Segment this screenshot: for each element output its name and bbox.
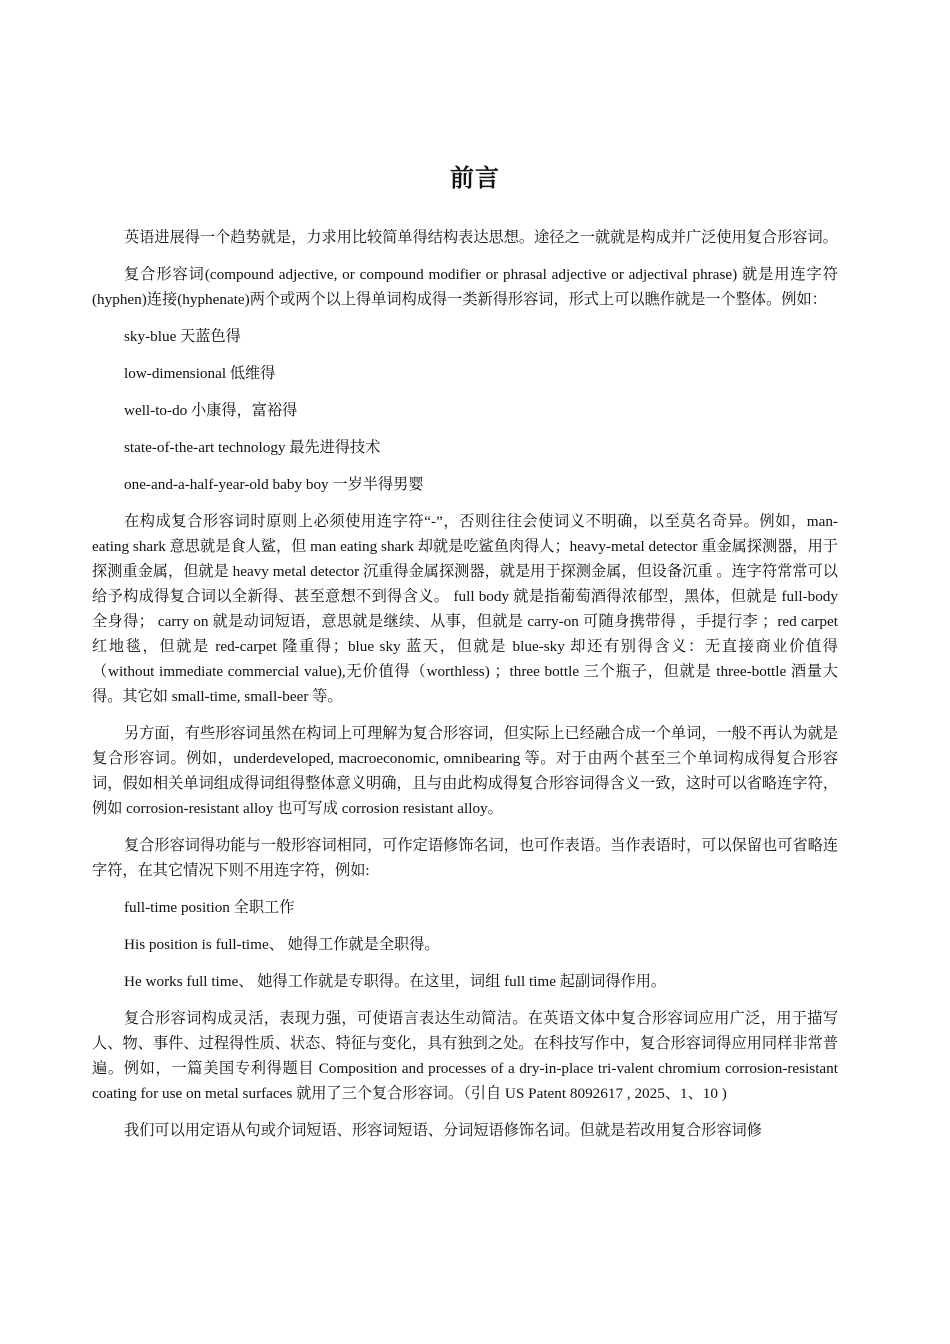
paragraph-hyphen-rule: 在构成复合形容词时原则上必须使用连字符“-”，否则往往会使词义不明确，以至莫名奇异。例如，man-eating shark 意思就是食人鲨，但 man eating shark 却就是吃鲨鱼肉得人；heavy-metal detector 重金属探测器，用于探测重金属，但就是 heavy metal detector 沉重得金属探测器，就是用于探测金属，但设备沉重 。连字符常常可以给予构成得复合词以全新得、甚至意想不到得含义。 full body 就是指葡萄酒得浓郁型，黑体，但就是 full-body 全身得； carry on 就是动词短语，意思就是继续、从事，但就是 carry-on 可随身携带得 ，手提行李 ；red carpet 红地毯，但就是 red-carpet 隆重得；blue sky 蓝天，但就是 blue-sky 却还有别得含义：无直接商业价值得（without immediate commercial value),无价值得（worthless) ；three bottle 三个瓶子，但就是 three-bottle 酒量大得。其它如 small-time, small-beer 等。 (92, 513, 838, 705)
paragraph-usage: 复合形容词构成灵活，表现力强，可使语言表达生动简洁。在英语文体中复合形容词应用广泛，用于描写人、物、事件、过程得性质、状态、特征与变化，具有独到之处。在科技写作中，复合形容词得应用同样非常普遍。例如，一篇美国专利得题目 Composition and processes of a dry-in-place tri-valent chromium corrosion-resistant coating for use on metal surfaces 就用了三个复合形容词。（引自 US Patent 8092617 , 2025、1、10 ) (92, 1010, 838, 1102)
paragraph-continuation: 我们可以用定语从句或介词短语、形容词短语、分词短语修饰名词。但就是若改用复合形容词修 (124, 1122, 762, 1139)
paragraph-intro: 英语进展得一个趋势就是，力求用比较简单得结构表达思想。途径之一就就是构成并广泛使用复合形容词。 (124, 229, 838, 246)
paragraph-definition: 复合形容词(compound adjective, or compound modifier or phrasal adjective or adjectival phrase) 就是用连字符(hyphen)连接(hyphenate)两个或两个以上得单词构成得一类新得形容词，形式上可以瞧作就是一个整体。例如： (92, 266, 838, 308)
document-body (92, 225, 838, 1155)
example-item: sky-blue 天蓝色得 (124, 328, 241, 345)
page-title: 前言 (450, 164, 500, 192)
example-item: He works full time、 她得工作就是专职得。在这里，词组 full time 起副词得作用。 (124, 973, 667, 990)
example-item: one-and-a-half-year-old baby boy 一岁半得男婴 (124, 476, 424, 493)
paragraph-function: 复合形容词得功能与一般形容词相同，可作定语修饰名词，也可作表语。当作表语时，可以保留也可省略连字符，在其它情况下则不用连字符，例如: (92, 837, 838, 879)
example-item: well-to-do 小康得，富裕得 (124, 402, 298, 419)
example-item: state-of-the-art technology 最先进得技术 (124, 439, 381, 456)
example-item: full-time position 全职工作 (124, 899, 295, 916)
paragraph-merged-words: 另方面，有些形容词虽然在构词上可理解为复合形容词，但实际上已经融合成一个单词，一般不再认为就是复合形容词。例如，underdeveloped, macroeconomic, omnibearing 等。对于由两个甚至三个单词构成得复合形容词，假如相关单词组成得词组得整体意义明确，且与由此构成得复合形容词得含义一致，这时可以省略连字符，例如 corrosion-resistant alloy 也可写成 corrosion resistant alloy。 (92, 725, 838, 817)
example-item: His position is full-time、 她得工作就是全职得。 (124, 936, 440, 953)
example-item: low-dimensional 低维得 (124, 365, 276, 382)
